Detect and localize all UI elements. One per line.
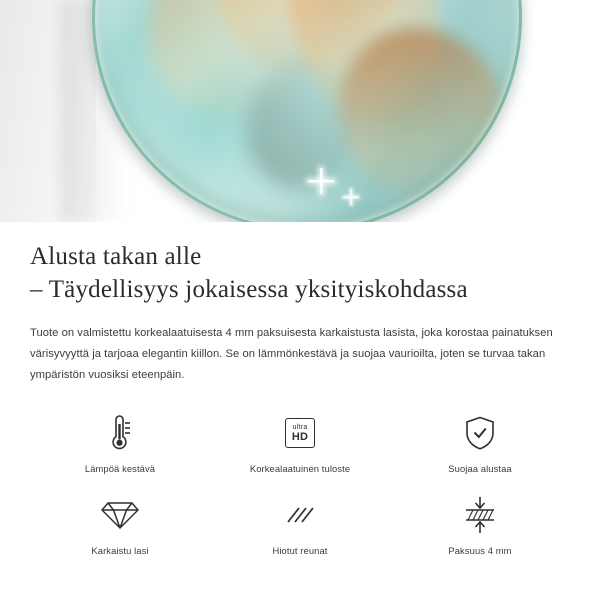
- description-paragraph: Tuote on valmistettu korkealaatuisesta 4 mm paksuisesta karkaistusta lasista, joka korostaa painatuksen värisyvyyttä ja tarjoaa elegantin kiillon. Se on lämmönkestävä ja suojaa vaurioilta, joten se turvaa takan ympäristön vuosiksi eteenpäin.: [30, 327, 553, 381]
- thermometer-icon: [103, 412, 137, 454]
- headline-line-1: Alusta takan alle: [30, 243, 202, 270]
- feature-caption: Paksuus 4 mm: [448, 545, 512, 556]
- description-content: [0, 222, 600, 556]
- feature-heat-resistant: [30, 412, 210, 474]
- polished-edges-icon: [282, 494, 318, 536]
- diamond-icon: [101, 494, 139, 536]
- feature-polished-edges: [210, 494, 390, 556]
- feature-caption: Korkealaatuinen tuloste: [249, 463, 351, 474]
- feature-caption: Lämpöä kestävä: [84, 463, 156, 474]
- feature-high-quality-print: [210, 412, 390, 474]
- feature-caption: Suojaa alustaa: [448, 463, 512, 474]
- shield-check-icon: [464, 412, 496, 454]
- feature-caption: Hiotut reunat: [272, 545, 328, 556]
- feature-thickness: [390, 494, 570, 556]
- hero-image: [0, 0, 600, 222]
- round-glass-product: [92, 0, 522, 222]
- ultra-hd-icon: [285, 412, 315, 454]
- feature-grid: [30, 412, 570, 556]
- marble-pattern: [92, 0, 522, 222]
- feature-tempered-glass: [30, 494, 210, 556]
- headline-line-2: – Täydellisyys jokaisessa yksityiskohdassa: [30, 276, 468, 303]
- ultra-hd-badge-bottom: HD: [291, 430, 309, 443]
- thickness-arrows-icon: [462, 494, 498, 536]
- feature-surface-protection: [390, 412, 570, 474]
- page-title: [30, 240, 570, 306]
- ultra-hd-badge-top: ultra: [292, 423, 308, 431]
- feature-caption: Karkaistu lasi: [91, 545, 149, 556]
